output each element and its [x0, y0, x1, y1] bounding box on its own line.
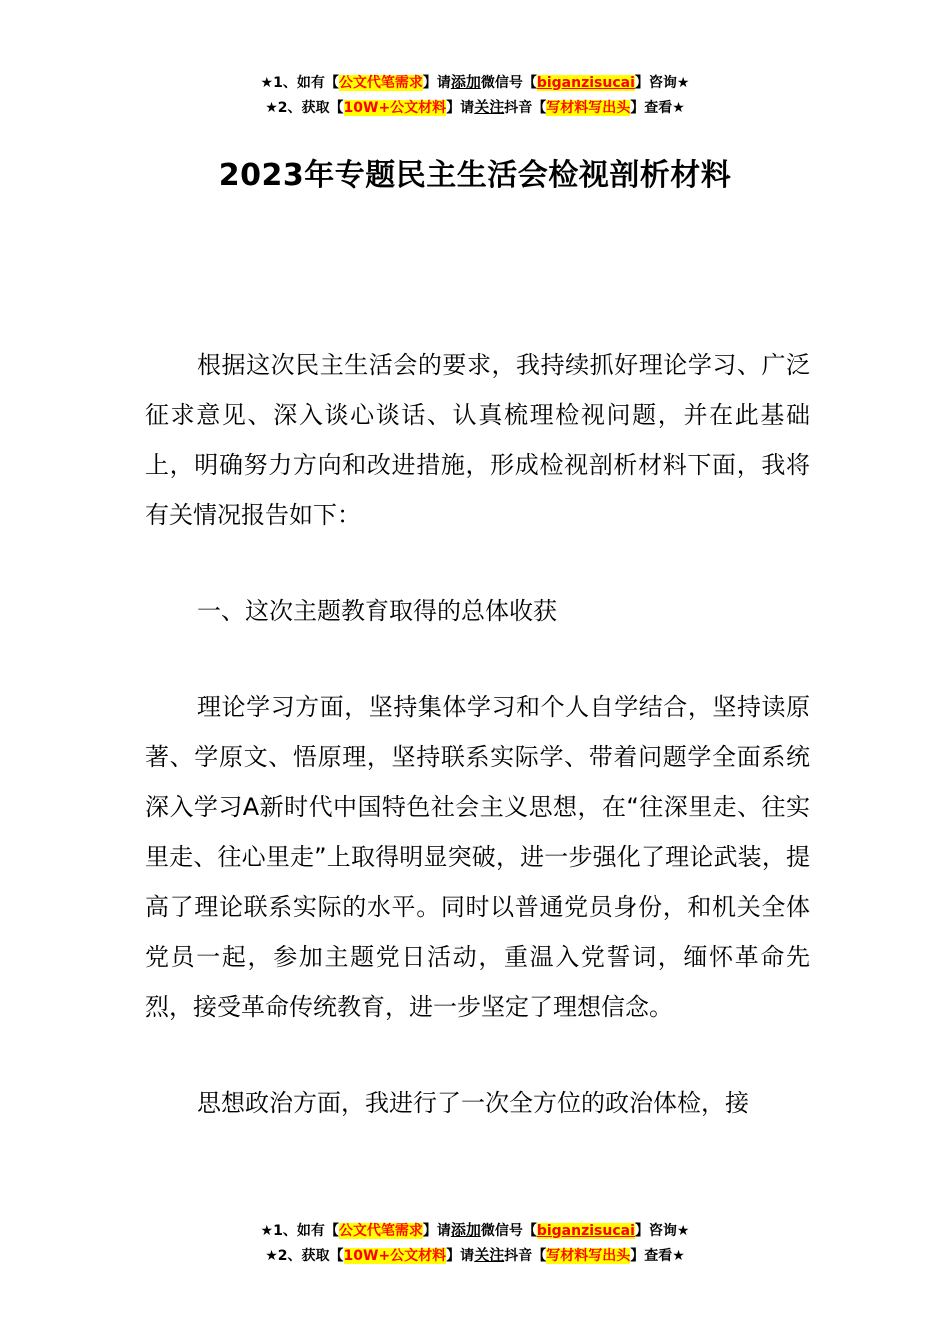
paragraph-intro: 根据这次民主生活会的要求，我持续抓好理论学习、广泛征求意见、深入谈心谈话、认真梳理检视问题，并在此基础上，明确努力方向和改进措施，形成检视剖析材料下面，我将有关情况报告如下： — [145, 351, 810, 529]
banner-highlight: 写材料写出头 — [546, 100, 631, 116]
banner-highlight: 公文代笔需求 — [338, 75, 423, 91]
banner-underlined: 添加 — [450, 1221, 481, 1239]
banner-highlight: 10W+公文材料 — [343, 1248, 447, 1264]
banner-text: 抖音【 — [504, 1248, 547, 1264]
document-title: 2023年专题民主生活会检视剖析材料 — [218, 158, 732, 193]
banner-text: 】请 — [422, 75, 451, 91]
banner-underlined: 关注 — [474, 98, 505, 116]
banner-highlight: 10W+公文材料 — [343, 100, 447, 116]
banner-highlight: 写材料写出头 — [546, 1248, 631, 1264]
document-body — [145, 340, 810, 1128]
banner-text: 抖音【 — [504, 100, 547, 116]
banner-text: 微信号【 — [480, 1223, 537, 1239]
banner-wechat-id: biganzisucai — [536, 75, 635, 91]
banner-text: 】咨询★ — [634, 1223, 690, 1239]
banner-text: 】咨询★ — [634, 75, 690, 91]
banner-underlined: 添加 — [450, 73, 481, 91]
banner-highlight: 公文代笔需求 — [338, 1223, 423, 1239]
banner-wechat-id: biganzisucai — [536, 1223, 635, 1239]
banner-text: 】请 — [446, 1248, 475, 1264]
paragraph-theory-study: 理论学习方面，坚持集体学习和个人自学结合，坚持读原著、学原文、悟原理，坚持联系实际学、带着问题学全面系统深入学习A新时代中国特色社会主义思想，在“往深里走、往实里走、往心里走”上取得明显突破，进一步强化了理论武装，提高了理论联系实际的水平。同时以普通党员身份，和机关全体党员一起，参加主题党日活动，重温入党誓词，缅怀革命先烈，接受革命传统教育，进一步坚定了理想信念。 — [145, 693, 810, 1021]
banner-line-1 — [0, 1218, 950, 1243]
banner-line-1 — [0, 70, 950, 95]
banner-text: ★1、如有【 — [260, 1223, 339, 1239]
banner-text: 微信号【 — [480, 75, 537, 91]
footer-banner — [0, 1218, 950, 1268]
banner-underlined: 关注 — [474, 1246, 505, 1264]
banner-text: 】查看★ — [630, 1248, 685, 1264]
banner-text: 】查看★ — [630, 100, 685, 116]
banner-text: ★2、获取【 — [265, 100, 344, 116]
banner-text: ★2、获取【 — [265, 1248, 344, 1264]
banner-text: 】请 — [422, 1223, 451, 1239]
banner-text: 】请 — [446, 100, 475, 116]
banner-line-2 — [0, 1243, 950, 1268]
banner-line-2 — [0, 95, 950, 120]
paragraph-political-thought: 思想政治方面，我进行了一次全方位的政治体检，接 — [197, 1089, 749, 1117]
banner-text: ★1、如有【 — [260, 75, 339, 91]
header-banner — [0, 70, 950, 120]
section-heading: 一、这次主题教育取得的总体收获 — [197, 597, 557, 625]
